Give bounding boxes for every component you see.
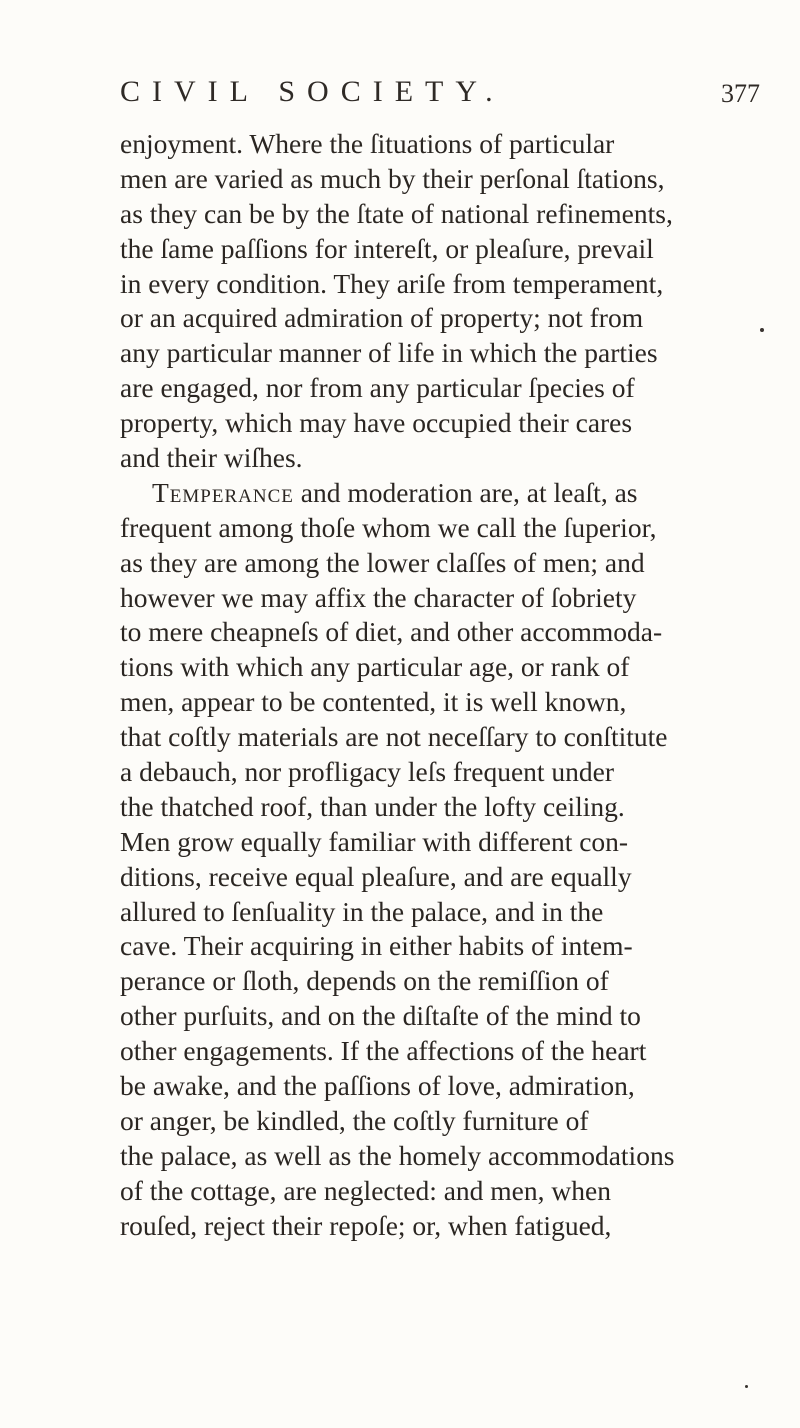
text-line: the thatched roof, than under the lofty ceiling.: [120, 790, 625, 822]
text-line: as they can be by the ſtate of national refinements,: [120, 197, 673, 229]
body-text: [120, 127, 770, 1244]
text-line: tions with which any particular age, or rank of: [120, 651, 630, 683]
text-line: to mere cheapneſs of diet, and other accommoda-: [120, 616, 663, 648]
text-line: be awake, and the paſſions of love, admiration,: [120, 1070, 635, 1102]
text-line: rouſed, reject their repoſe; or, when fatigued,: [120, 1209, 612, 1241]
text-line: in every condition. They ariſe from temperament,: [120, 267, 664, 299]
text-line: a debauch, nor profligacy leſs frequent under: [120, 756, 615, 788]
text-line: Men grow equally familiar with different con-: [120, 825, 629, 857]
text-line: frequent among thoſe whom we call the ſuperior,: [120, 511, 657, 543]
text-line: or anger, be kindled, the coſtly furniture of: [120, 1104, 589, 1136]
text-line: the palace, as well as the homely accommodations: [120, 1139, 675, 1171]
text-line: that coſtly materials are not neceſſary to conſtitute: [120, 721, 668, 753]
text-line: men, appear to be contented, it is well known,: [120, 686, 627, 718]
text-line: men are varied as much by their perſonal ſtations,: [120, 162, 665, 194]
text-line: enjoyment. Where the ſituations of particular: [120, 128, 615, 159]
text-line: allured to ſenſuality in the palace, and in the: [120, 895, 604, 927]
running-head: CIVIL SOCIETY.: [120, 75, 505, 108]
text-line: or an acquired admiration of property; not from: [120, 302, 644, 334]
text-line: and their wiſhes.: [120, 442, 303, 474]
text-line: as they are among the lower claſſes of men; and: [120, 546, 645, 578]
paragraph-1: [120, 127, 770, 476]
text-line: perance or ſloth, depends on the remiſſion of: [120, 965, 609, 997]
text-line: the ſame paſſions for intereſt, or pleaſure, prevail: [120, 232, 654, 264]
print-speck: [745, 1385, 748, 1388]
text-line: any particular manner of life in which the parties: [120, 337, 658, 369]
small-caps-lead-word: Temperance: [152, 476, 294, 508]
page-header: [120, 72, 760, 112]
text-line: property, which may have occupied their cares: [120, 407, 633, 439]
print-speck: [760, 328, 764, 332]
text-line: ditions, receive equal pleaſure, and are equally: [120, 860, 632, 892]
text-line-rest: and moderation are, at leaſt, as: [293, 476, 638, 508]
text-line: other engagements. If the affections of the heart: [120, 1035, 647, 1067]
text-line: other purſuits, and on the diſtaſte of the mind to: [120, 1000, 641, 1032]
page-number: 377: [721, 79, 760, 108]
text-line: of the cottage, are neglected: and men, when: [120, 1174, 611, 1206]
text-line: cave. Their acquiring in either habits of intem-: [120, 930, 633, 962]
text-line: however we may affix the character of ſobriety: [120, 581, 637, 613]
paragraph-first-line: [120, 476, 770, 511]
text-line: are engaged, nor from any particular ſpecies of: [120, 372, 635, 404]
paragraph-2: [120, 476, 770, 1244]
